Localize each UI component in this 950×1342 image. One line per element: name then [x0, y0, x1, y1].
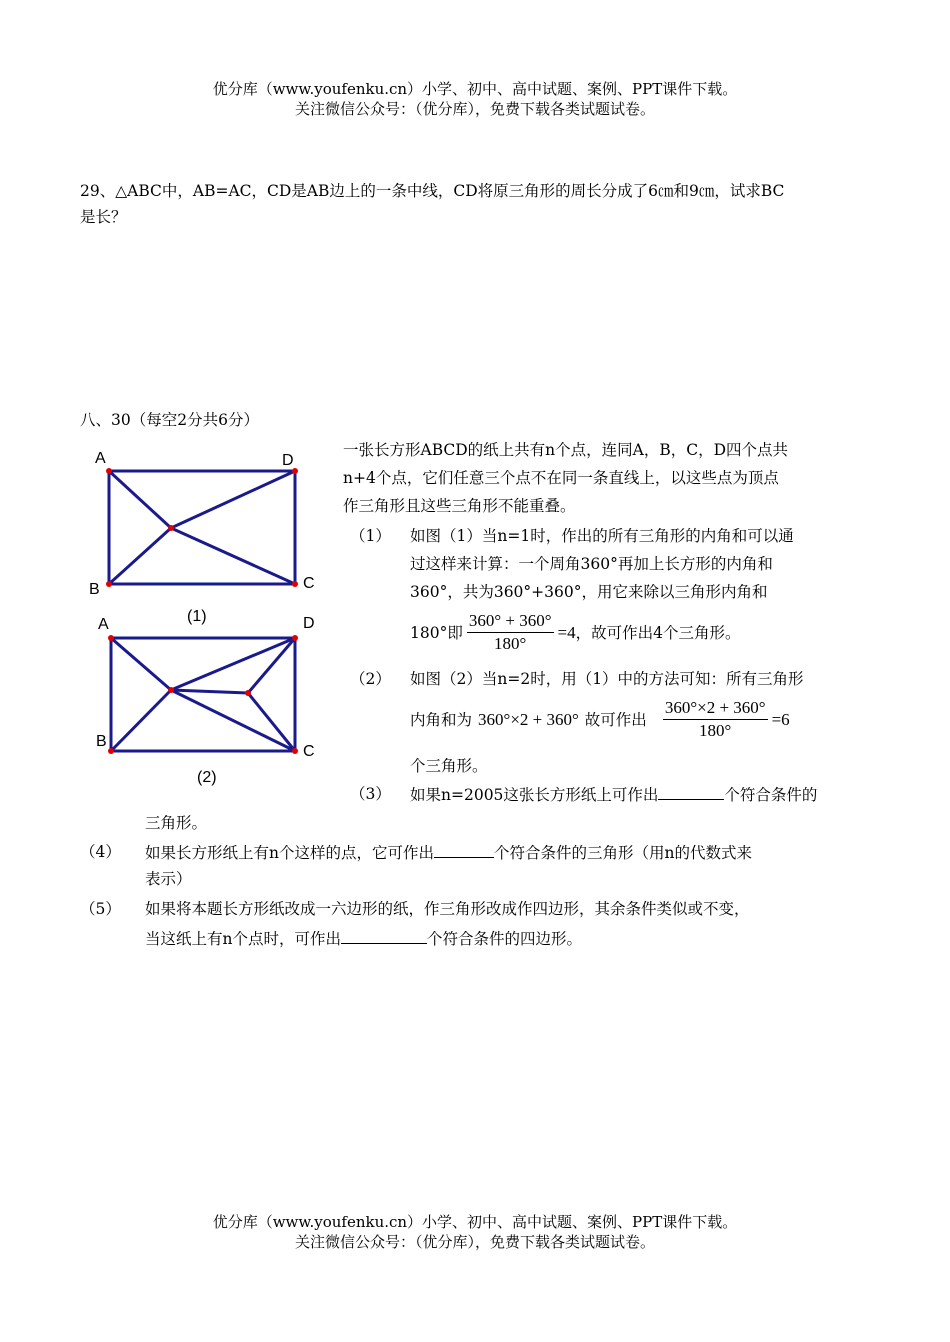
q30-p1-line-1: 如图（1）当n=1时，作出的所有三角形的内角和可以通 [410, 527, 794, 545]
q30-p2-line-2-mid: 故可作出 [584, 710, 647, 729]
figure-2-point-c [292, 748, 298, 754]
figure-2-label-a: A [98, 616, 109, 633]
figure-1-line-c [171, 528, 295, 584]
figure-1-line-b [109, 528, 171, 584]
q30-p5-line-2-post: 个符合条件的四边形。 [426, 930, 582, 948]
figure-2-caption: (2) [197, 769, 217, 786]
q30-p1-fraction-numerator: 360° + 360° [467, 610, 554, 633]
q30-intro-line-1: 一张长方形ABCD的纸上共有n个点，连同A，B，C，D四个点共 [343, 441, 789, 459]
header-line-1: 优分库（www.youfenku.cn）小学、初中、高中试题、案例、PPT课件下载。 [212, 80, 738, 98]
figure-1-point-c [292, 581, 298, 587]
figure-1-label-b: B [89, 581, 100, 598]
q29-line-1: 29、△ABC中，AB=AC，CD是AB边上的一条中线，CD将原三角形的周长分成了6㎝和9㎝，试求BC [80, 182, 785, 200]
figure-2-label-b: B [96, 733, 107, 750]
q30-p1-fraction-denominator: 180° [494, 634, 527, 653]
figure-2-point-interior-1 [168, 687, 174, 693]
q30-p4-number: （4） [80, 843, 121, 861]
figure-1-caption: (1) [187, 608, 207, 625]
figure-1-lines [109, 471, 295, 584]
figure-1-point-interior [168, 525, 174, 531]
figure-2-line-c2 [248, 693, 295, 751]
figure-2-line-p1-p2 [171, 690, 248, 693]
header-line-2: 关注微信公众号：（优分库），免费下载各类试题试卷。 [294, 100, 655, 118]
figure-2-point-b [108, 748, 114, 754]
q30-p3-line-1 [410, 781, 817, 808]
figure-1-point-b [106, 581, 112, 587]
figure-1-label-d: D [282, 452, 294, 469]
q30-p2-equals: =6 [771, 709, 790, 729]
q30-p2-fraction-denominator: 180° [699, 721, 732, 740]
q30-p1-line-4-pre: 180°即 [410, 623, 463, 642]
q30-p5-line-2-pre: 当这纸上有n个点时，可作出 [145, 930, 341, 948]
q30-p1-number: （1） [350, 527, 391, 545]
q30-p2-line-2-pre: 内角和为 [410, 710, 473, 729]
q30-p2-line-2 [410, 697, 790, 742]
q30-p5-line-2 [145, 925, 582, 952]
q30-heading: 八、30（每空2分共6分） [80, 411, 259, 429]
figure-1-label-a: A [95, 450, 106, 467]
q30-p4-answer-blank[interactable] [434, 839, 494, 858]
q30-p1-line-4 [410, 610, 741, 655]
figure-2-lines [111, 638, 295, 751]
figure-1-line-d [171, 471, 295, 528]
q30-p1-line-3: 360°，共为360°+360°，用它来除以三角形内角和 [410, 583, 768, 601]
figure-2-point-a [108, 635, 114, 641]
figure-1-rectangle [109, 471, 295, 584]
q30-p2-fraction [663, 697, 768, 742]
q30-p5-answer-blank[interactable] [341, 925, 427, 944]
q30-p4-line-1-pre: 如果长方形纸上有n个这样的点，它可作出 [145, 844, 434, 862]
figure-1 [85, 445, 325, 630]
figure-2-label-c: C [303, 743, 315, 760]
q30-intro-line-3: 作三角形且这些三角形不能重叠。 [343, 497, 576, 515]
q30-p1-line-2: 过这样来计算：一个周角360°再加上长方形的内角和 [410, 555, 773, 573]
q30-p1-equals: =4 [557, 622, 576, 642]
q30-p3-number: （3） [350, 785, 391, 803]
figure-2-line-b [111, 690, 171, 751]
q30-p2-expression: 360°×2 + 360° [478, 709, 579, 729]
figure-2 [85, 610, 325, 790]
q30-p3-line-1-pre: 如果n=2005这张长方形纸上可作出 [410, 786, 659, 804]
figure-2-line-c1 [171, 690, 295, 751]
figure-2-line-d1 [171, 638, 295, 690]
q30-p2-fraction-numerator: 360°×2 + 360° [663, 697, 768, 720]
q30-intro-line-2: n+4个点，它们任意三个点不在同一条直线上，以这些点为顶点 [343, 469, 779, 487]
figure-2-point-d [292, 635, 298, 641]
footer-line-2: 关注微信公众号：（优分库），免费下载各类试题试卷。 [294, 1233, 655, 1251]
q30-p2-number: （2） [350, 670, 391, 688]
q30-p4-line-1-post: 个符合条件的三角形（用n的代数式来 [493, 844, 752, 862]
q29-line-2: 是长？ [80, 208, 127, 226]
q30-p3-answer-blank[interactable] [658, 781, 724, 800]
figure-1-label-c: C [303, 575, 315, 592]
q30-p3-line-2: 三角形。 [145, 814, 208, 832]
q30-p2-line-3: 个三角形。 [410, 757, 488, 775]
q30-p1-fraction [467, 610, 554, 655]
q30-p1-line-4-post: ，故可作出4个三角形。 [575, 623, 741, 642]
footer-line-1: 优分库（www.youfenku.cn）小学、初中、高中试题、案例、PPT课件下载。 [212, 1213, 738, 1231]
figure-2-point-interior-2 [245, 690, 251, 696]
q30-p3-line-1-post: 个符合条件的 [724, 786, 818, 804]
figure-2-label-d: D [303, 615, 315, 632]
figure-2-line-a [111, 638, 171, 690]
q30-p5-line-1: 如果将本题长方形纸改成一六边形的纸，作三角形改成作四边形，其余条件类似或不变， [145, 900, 750, 918]
q30-p4-line-2: 表示） [145, 870, 192, 888]
figure-2-rectangle [111, 638, 295, 751]
figure-1-line-a [109, 471, 171, 528]
q30-p2-line-1: 如图（2）当n=2时，用（1）中的方法可知：所有三角形 [410, 670, 804, 688]
q30-p4-line-1 [145, 839, 752, 866]
figure-1-point-a [106, 468, 112, 474]
q30-p5-number: （5） [80, 900, 121, 918]
